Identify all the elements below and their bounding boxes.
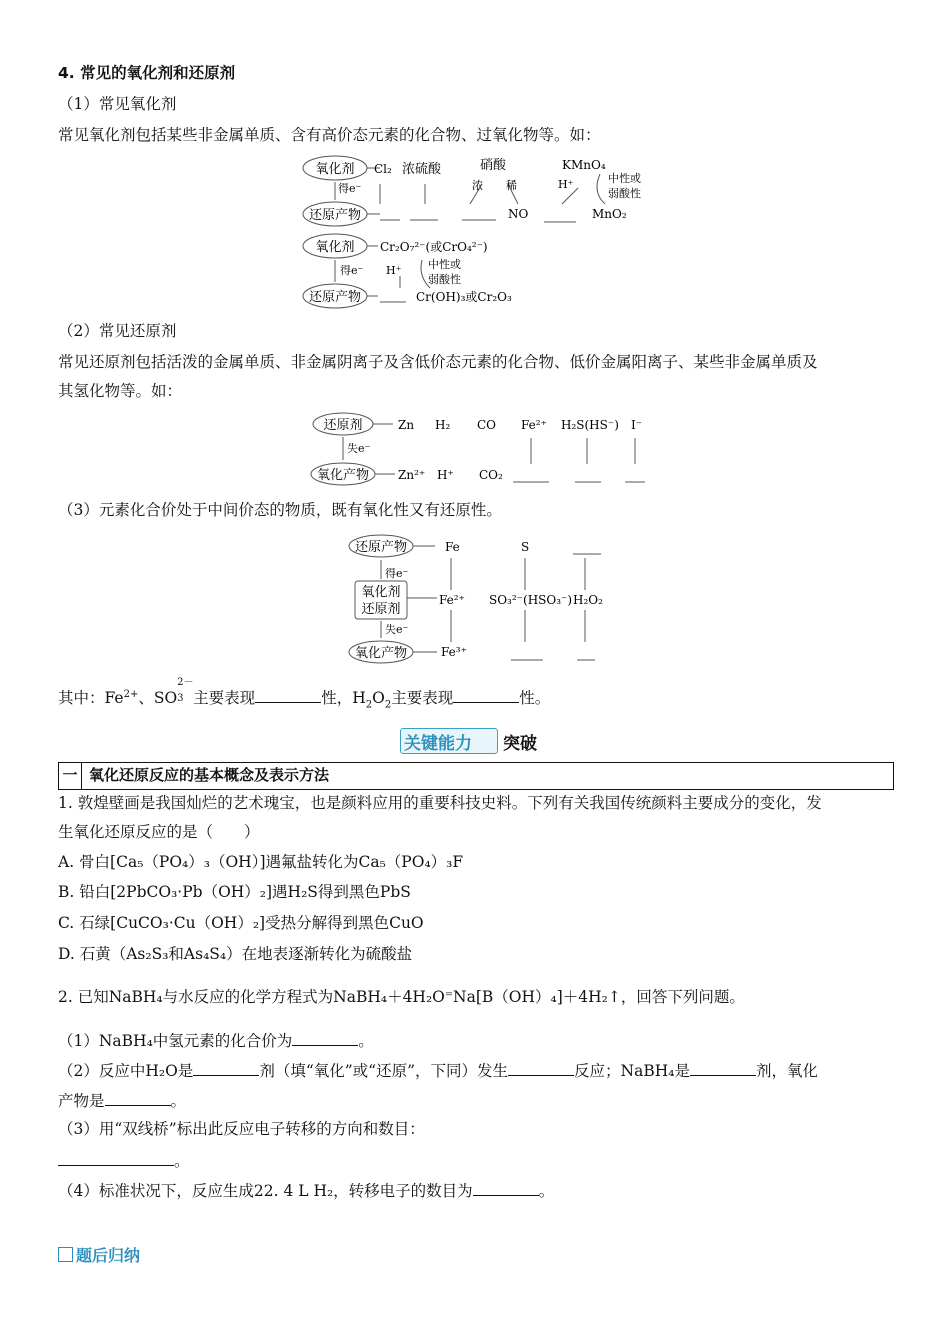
dilute-label: 稀 xyxy=(506,179,517,192)
reduction-product-label: 还原产物 xyxy=(308,208,362,223)
q2-part2-line1: （2）反应中H₂O是 剂（填“氧化”或“还原”，下同）发生 反应；NaBH₄是 剂，氧化 xyxy=(58,1059,818,1082)
q1-option-c[interactable]: C. 石绿[CuCO₃·Cu（OH）₂]受热分解得到黑色CuO xyxy=(58,914,424,932)
q2-part1: （1）NaBH₄中氢元素的化合价为 。 xyxy=(58,1029,374,1052)
neutral-label-4: 弱酸性 xyxy=(428,273,461,286)
oxidant-label-2: 氧化剂 xyxy=(315,240,355,255)
zn2-label: Zn²⁺ xyxy=(398,468,426,482)
chromium-product-label: Cr(OH)₃或Cr₂O₃ xyxy=(416,290,512,304)
subheading-reductant: （2）常见还原剂 xyxy=(58,322,177,340)
answer-blank-h2o-role[interactable] xyxy=(193,1059,259,1076)
reductant-label-3: 还原剂 xyxy=(361,602,401,617)
reduction-product-label-2: 还原产物 xyxy=(308,290,362,305)
conc-h2so4-label: 浓硫酸 xyxy=(402,162,442,177)
reductant-diagram xyxy=(305,410,655,490)
checkbox-icon xyxy=(58,1247,73,1262)
reductant-label: 还原剂 xyxy=(323,418,363,433)
answer-blank-fe-so3[interactable] xyxy=(255,686,321,703)
neutral-label-1: 中性或 xyxy=(608,172,641,185)
answer-blank-hydrogen-valence[interactable] xyxy=(292,1029,358,1046)
q2-part3-answer: 。 xyxy=(58,1149,190,1172)
fe2-intermediate-label: Fe²⁺ xyxy=(439,593,465,607)
heading-text: . 常见的氧化剂和还原剂 xyxy=(68,64,236,82)
h2o2-label: H₂O₂ xyxy=(573,593,603,607)
answer-blank-double-bridge[interactable] xyxy=(58,1149,174,1166)
heading-number: 4 xyxy=(58,64,69,82)
q1-option-a[interactable]: A. 骨白[Ca₅（PO₄）₃（OH）]遇氟盐转化为Ca₅（PO₄）₃F xyxy=(58,853,464,871)
summary-heading: 题后归纳 xyxy=(58,1243,140,1266)
no-label: NO xyxy=(508,207,529,221)
oxidation-product-label-3: 氧化产物 xyxy=(354,646,408,661)
section-heading xyxy=(58,62,235,84)
oxidant-diagram xyxy=(300,152,660,312)
fe-label: Fe xyxy=(445,540,460,554)
gain-electron-label-3: 得e⁻ xyxy=(385,567,409,580)
answer-blank-nabh4-role[interactable] xyxy=(690,1059,756,1076)
oxidant-label: 氧化剂 xyxy=(315,162,355,177)
section-number: 一 xyxy=(59,763,82,789)
q1-option-d[interactable]: D. 石黄（As₂S₃和As₄S₄）在地表逐渐转化为硫酸盐 xyxy=(58,945,413,963)
oxidant-description: 常见氧化剂包括某些非金属单质、含有高价态元素的化合物、过氧化物等。如： xyxy=(58,126,601,144)
q2-part4: （4）标准状况下，反应生成22. 4 L H₂，转移电子的数目为 。 xyxy=(58,1179,554,1202)
answer-blank-h2o2[interactable] xyxy=(453,686,519,703)
reductant-description-2: 其氢化物等。如： xyxy=(58,382,183,400)
oxidant-label-3: 氧化剂 xyxy=(361,585,401,600)
oxidation-product-label: 氧化产物 xyxy=(316,468,370,483)
banner-label-2: 突破 xyxy=(503,734,537,754)
zn-label: Zn xyxy=(398,418,415,432)
s-label: S xyxy=(521,540,530,554)
banner-label-1: 关键能力 xyxy=(404,734,472,754)
neutral-label-3: 中性或 xyxy=(428,258,461,271)
iodide-label: I⁻ xyxy=(631,418,643,432)
concentrated-label: 浓 xyxy=(472,179,483,192)
neutral-label-2: 弱酸性 xyxy=(608,187,641,200)
h-plus-label-2: H⁺ xyxy=(386,264,402,277)
h2s-label: H₂S(HS⁻) xyxy=(561,418,619,432)
q2-stem: 2. 已知NaBH₄与水反应的化学方程式为NaBH₄＋4H₂O⁼Na[B（OH）₄]＋4H₂↑，回答下列问题。 xyxy=(58,988,745,1006)
answer-blank-electron-count[interactable] xyxy=(473,1179,539,1196)
intermediate-diagram xyxy=(345,532,615,672)
h-plus-label: H⁺ xyxy=(558,178,574,191)
reduction-product-label-3: 还原产物 xyxy=(354,540,408,555)
h2-label: H₂ xyxy=(435,418,451,432)
lose-electron-label-3: 失e⁻ xyxy=(385,623,409,636)
q1-option-b[interactable]: B. 铅白[2PbCO₃·Pb（OH）₂]遇H₂S得到黑色PbS xyxy=(58,883,411,901)
lose-electron-label: 失e⁻ xyxy=(347,442,371,455)
dichromate-label: Cr₂O₇²⁻(或CrO₄²⁻) xyxy=(380,240,488,254)
q1-stem-1: 1. 敦煌壁画是我国灿烂的艺术瑰宝，也是颜料应用的重要科技史料。下列有关我国传统颜料主要成分的变化，发 xyxy=(58,794,822,812)
answer-blank-oxidation-product[interactable] xyxy=(105,1089,171,1106)
answer-blank-reaction-type[interactable] xyxy=(508,1059,574,1076)
reductant-description-1: 常见还原剂包括活泼的金属单质、非金属阴离子及含低价态元素的化合物、低价金属阳离子、某些非金属单质及 xyxy=(58,353,818,371)
q2-part3: （3）用“双线桥”标出此反应电子转移的方向和数目： xyxy=(58,1120,425,1138)
gain-electron-label: 得e⁻ xyxy=(338,182,362,195)
fe2-label: Fe²⁺ xyxy=(521,418,547,432)
section-title: 氧化还原反应的基本概念及表示方法 xyxy=(89,766,330,784)
subheading-intermediate: （3）元素化合价处于中间价态的物质，既有氧化性又有还原性。 xyxy=(58,501,502,519)
sulfite-label: SO₃²⁻(HSO₃⁻) xyxy=(489,593,573,607)
subheading-oxidant: （1）常见氧化剂 xyxy=(58,95,177,113)
section-one-header xyxy=(58,762,894,790)
cl2-label: Cl₂ xyxy=(374,162,392,176)
mno2-label: MnO₂ xyxy=(592,207,627,221)
co-label: CO xyxy=(477,418,497,432)
kmno4-label: KMnO₄ xyxy=(562,158,606,172)
nitric-acid-label: 硝酸 xyxy=(480,158,507,173)
co2-label: CO₂ xyxy=(479,468,503,482)
q1-stem-2: 生氧化还原反应的是（ ） xyxy=(58,823,260,841)
q2-part2-line2: 产物是 。 xyxy=(58,1089,186,1112)
h-plus-product-label: H⁺ xyxy=(437,468,454,482)
among-line: 其中：$Fe^{2+}$、SO 2－ 3 主要表现 性，$H_2O_2$主要表现 性。 xyxy=(58,677,551,711)
fe3-label: Fe³⁺ xyxy=(441,645,467,659)
gain-electron-label-2: 得e⁻ xyxy=(340,264,364,277)
